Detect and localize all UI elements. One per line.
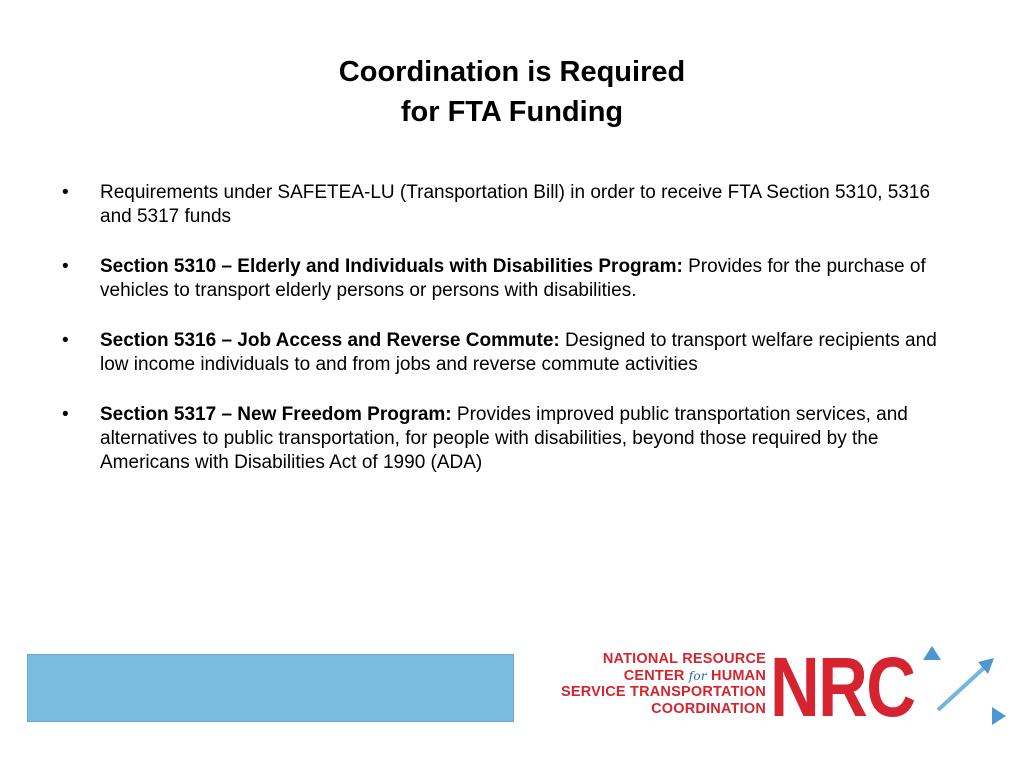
bullet-heading: Section 5310 – Elderly and Individuals with Disabilities Program: [100, 256, 683, 277]
nrc-arrows-icon [920, 642, 1010, 726]
bullet-list [62, 181, 962, 501]
bullet-heading: Section 5316 – Job Access and Reverse Commute: [100, 330, 560, 351]
logo-line-1: NATIONAL RESOURCE [602, 651, 766, 667]
bullet-text: Provides improved public transportation services, and alternatives to public transportation, for people with disabilities, beyond those required by the Americans with Disabilities Act of 1990 (ADA) [100, 404, 908, 473]
bullet-text: Provides for the purchase of vehicles to transport elderly persons or persons with disabilities. [100, 256, 926, 301]
bullet-item [62, 181, 962, 229]
bullet-dot: • [62, 404, 69, 425]
logo-for-word: for [688, 668, 707, 683]
bullet-dot: • [62, 182, 69, 203]
bullet-text: Designed to transport welfare recipients and low income individuals to and from jobs and reverse commute activities [100, 330, 937, 375]
logo-line-2 [516, 668, 766, 685]
bullet-item [62, 403, 962, 475]
bullet-item [62, 255, 962, 303]
nrc-logo-mark: NRC [770, 640, 915, 734]
footer-blue-bar [27, 654, 514, 722]
bullet-heading: Section 5317 – New Freedom Program: [100, 404, 452, 425]
bullet-dot: • [62, 330, 69, 351]
title-line-2: for FTA Funding [400, 96, 624, 128]
bullet-dot: • [62, 256, 69, 277]
nrc-logo-text [516, 651, 766, 717]
title-line-1: Coordination is Required [338, 56, 686, 88]
logo-human-word: HUMAN [711, 667, 766, 684]
slide-title [0, 52, 1024, 132]
bullet-item [62, 329, 962, 377]
bullet-text: Requirements under SAFETEA-LU (Transportation Bill) in order to receive FTA Section 5310, 5316 and 5317 funds [100, 182, 931, 227]
logo-line-4: COORDINATION [651, 700, 766, 717]
logo-line-3: SERVICE TRANSPORTATION [561, 684, 766, 700]
logo-center-word: CENTER [623, 667, 685, 684]
